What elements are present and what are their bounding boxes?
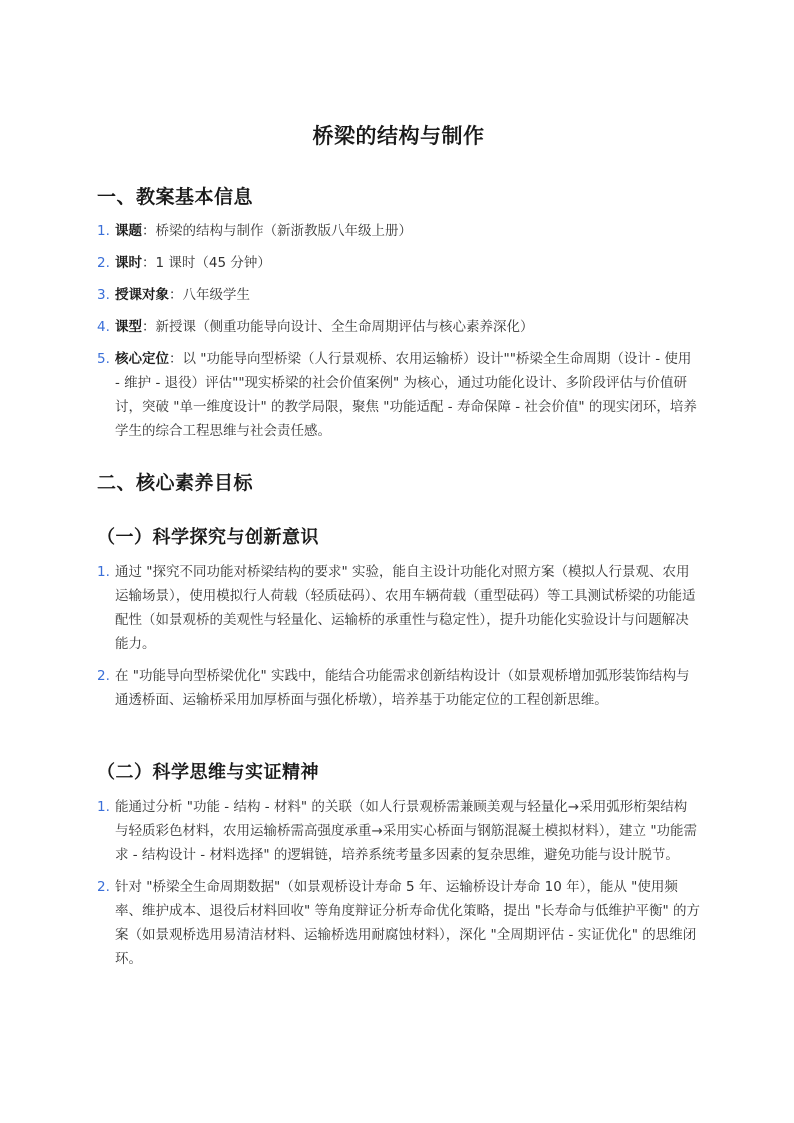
subsection-heading-thinking: （二）科学思维与实证精神 — [97, 762, 319, 783]
item-text: ：以 "功能导向型桥梁（人行景观桥、农用运输桥）设计""桥梁全生命周期（设计 - 使用 - 维护 - 退役）评估""现实桥梁的社会价值案例" 为核心，通过功能化设计、多阶段评估与价值研讨，突破 "单一维度设计" 的教学局限，聚焦 "功能适配 - 寿命保障 - 社会价值" 的现实闭环，培养学生的综合工程思维与社会责任感。 — [115, 351, 697, 439]
section-heading-core-literacy: 二、核心素养目标 — [97, 472, 254, 494]
list-number: 2. — [97, 879, 110, 895]
list-number: 3. — [97, 287, 110, 303]
list-item — [97, 664, 700, 712]
basic-info-list — [97, 219, 700, 443]
list-item — [97, 560, 700, 656]
list-number: 1. — [97, 564, 110, 580]
list-number: 2. — [97, 255, 110, 271]
inquiry-goals-list — [97, 560, 700, 712]
list-item — [97, 251, 700, 275]
item-label: 课型 — [115, 319, 142, 335]
item-label: 课题 — [115, 223, 142, 239]
list-item — [97, 219, 700, 243]
list-item — [97, 875, 700, 971]
list-item — [97, 315, 700, 339]
item-text: ：桥梁的结构与制作（新浙教版八年级上册） — [142, 223, 412, 239]
list-number: 1. — [97, 223, 110, 239]
item-text: 能通过分析 "功能 - 结构 - 材料" 的关联（如人行景观桥需兼顾美观与轻量化→采用弧形桁架结构与轻质彩色材料，农用运输桥需高强度承重→采用实心桥面与钢筋混凝土模拟材料），建立 "功能需求 - 结构设计 - 材料选择" 的逻辑链，培养系统考量多因素的复杂思维，避免功能与设计脱节。 — [115, 799, 698, 863]
item-label: 课时 — [115, 255, 142, 271]
item-text: ：八年级学生 — [169, 287, 250, 303]
item-label: 核心定位 — [115, 351, 169, 367]
list-item — [97, 283, 700, 307]
list-number: 2. — [97, 668, 110, 684]
list-number: 5. — [97, 351, 110, 367]
item-text: 通过 "探究不同功能对桥梁结构的要求" 实验，能自主设计功能化对照方案（模拟人行景观、农用运输场景），使用模拟行人荷载（轻质砝码）、农用车辆荷载（重型砝码）等工具测试桥梁的功能适配性（如景观桥的美观性与轻量化、运输桥的承重性与稳定性），提升功能化实验设计与问题解决能力。 — [115, 564, 696, 652]
thinking-goals-list — [97, 795, 700, 971]
item-text: 在 "功能导向型桥梁优化" 实践中，能结合功能需求创新结构设计（如景观桥增加弧形装饰结构与通透桥面、运输桥采用加厚桥面与强化桥墩），培养基于功能定位的工程创新思维。 — [115, 668, 690, 708]
list-item — [97, 347, 700, 443]
list-number: 4. — [97, 319, 110, 335]
section-heading-basic-info: 一、教案基本信息 — [97, 186, 254, 208]
subsection-heading-inquiry: （一）科学探究与创新意识 — [97, 527, 319, 548]
item-text: ：1 课时（45 分钟） — [142, 255, 271, 271]
item-text: 针对 "桥梁全生命周期数据"（如景观桥设计寿命 5 年、运输桥设计寿命 10 年），能从 "使用频率、维护成本、退役后材料回收" 等角度辩证分析寿命优化策略，提出 "长寿命与低维护平衡" 的方案（如景观桥选用易清洁材料、运输桥选用耐腐蚀材料），深化 "全周期评估 - 实证优化" 的思维闭环。 — [115, 879, 701, 967]
item-label: 授课对象 — [115, 287, 169, 303]
document-title: 桥梁的结构与制作 — [312, 124, 485, 148]
item-text: ：新授课（侧重功能导向设计、全生命周期评估与核心素养深化） — [142, 319, 534, 335]
list-item — [97, 795, 700, 867]
list-number: 1. — [97, 799, 110, 815]
